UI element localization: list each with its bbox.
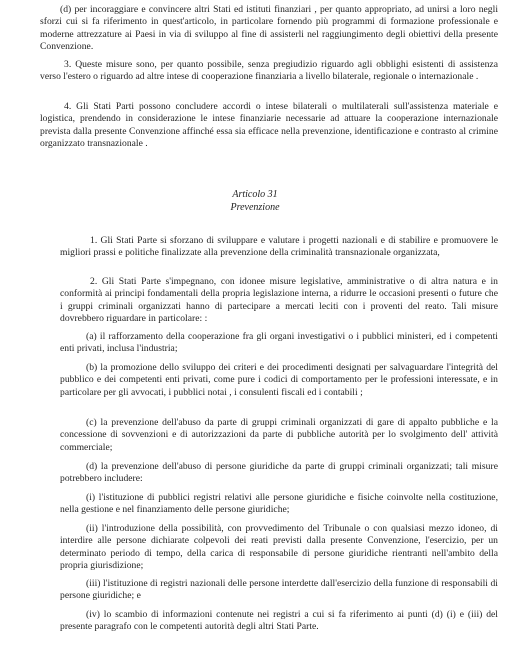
article-subtitle: Prevenzione — [230, 202, 280, 213]
item-c: (c) la prevenzione dell'abuso da parte di gruppi criminali organizzati di gare di appalto pubbliche e la concessione di sovvenzioni e di autorizzazioni da parte di pubbliche autorità per lo svolgimento dell' attività commerciale; — [60, 417, 498, 453]
article-title: Articolo 31 — [232, 189, 278, 200]
item-d-iii: (iii) l'istituzione di registri nazionali delle persone interdette dall'esercizio della funzione di responsabili di persone giuridiche; e — [60, 578, 498, 602]
paragraph-d-continuation: (d) per incoraggiare e convincere altri Stati ed istituti finanziari , per quanto appropriato, ad unirsi a loro negli sforzi cui si fa riferimento in quest'articolo, in particolare fornendo più programmi di formazione professionale e moderne attrezzature ai Paesi in via di sviluppo al fine di assisterli nel raggiungimento degli obiettivi della presente Convenzione. — [40, 4, 498, 53]
article-paragraph-1: 1. Gli Stati Parte si sforzano di sviluppare e valutare i progetti nazionali e di stabilire e promuovere le migliori prassi e politiche finalizzate alla prevenzione della criminalità transnazionale organizzata, — [60, 235, 498, 259]
paragraph-3: 3. Queste misure sono, per quanto possibile, senza pregiudizio riguardo agli obblighi esistenti di assistenza verso l'estero o riguardo ad altre intese di cooperazione finanziaria a livello bilaterale, regionale o internazionale . — [40, 59, 498, 83]
item-d-i: (i) l'istituzione di pubblici registri relativi alle persone giuridiche e fisiche coinvolte nella costituzione, nella gestione e nel finanziamento delle persone giuridiche; — [60, 492, 498, 516]
item-a: (a) il rafforzamento della cooperazione fra gli organi investigativi o i pubblici ministeri, ed i competenti enti privati, inclusa l'industria; — [60, 331, 498, 355]
article-paragraph-2: 2. Gli Stati Parte s'impegnano, con idonee misure legislative, amministrative o di altra natura e in conformità ai principi fondamentali della propria legislazione interna, a ridurre le occasioni presenti o future che i gruppi criminali organizzati hanno di partecipare a mercati leciti con i proventi del reato. Tali misure dovrebbero riguardare in particolare: : — [60, 276, 498, 325]
item-d-iv: (iv) lo scambio di informazioni contenute nei registri a cui si fa riferimento ai punti (d) (i) e (iii) del presente paragrafo con le competenti autorità degli altri Stati Parte. — [60, 609, 498, 633]
item-b: (b) la promozione dello sviluppo dei criteri e dei procedimenti designati per salvaguardare l'integrità del pubblico e dei competenti enti privati, come pure i codici di comportamento per le professioni interessate, e in particolare per gli avvocati, i pubblici notai , i consulenti fiscali ed i contabili ; — [60, 362, 498, 398]
paragraph-4: 4. Gli Stati Parti possono concludere accordi o intese bilaterali o multilaterali sull'assistenza materiale e logistica, prendendo in considerazione le intese finanziarie necessarie ad attuare la cooperazione internazionale prevista dalla presente Convenzione affinché essa sia efficace nella prevenzione, identificazione e contrasto al crimine organizzato transnazionale . — [40, 101, 498, 150]
item-d-ii: (ii) l'introduzione della possibilità, con provvedimento del Tribunale o con qualsiasi mezzo idoneo, di interdire alle persone dichiarate colpevoli dei reati previsti dalla presente Convenzione, l'esercizio, per un determinato periodo di tempo, della carica di responsabile di persone giuridiche rientranti nell'ambito della propria giurisdizione; — [60, 523, 498, 572]
item-d: (d) la prevenzione dell'abuso di persone giuridiche da parte di gruppi criminali organizzati; tali misure potrebbero includere: — [60, 461, 498, 485]
